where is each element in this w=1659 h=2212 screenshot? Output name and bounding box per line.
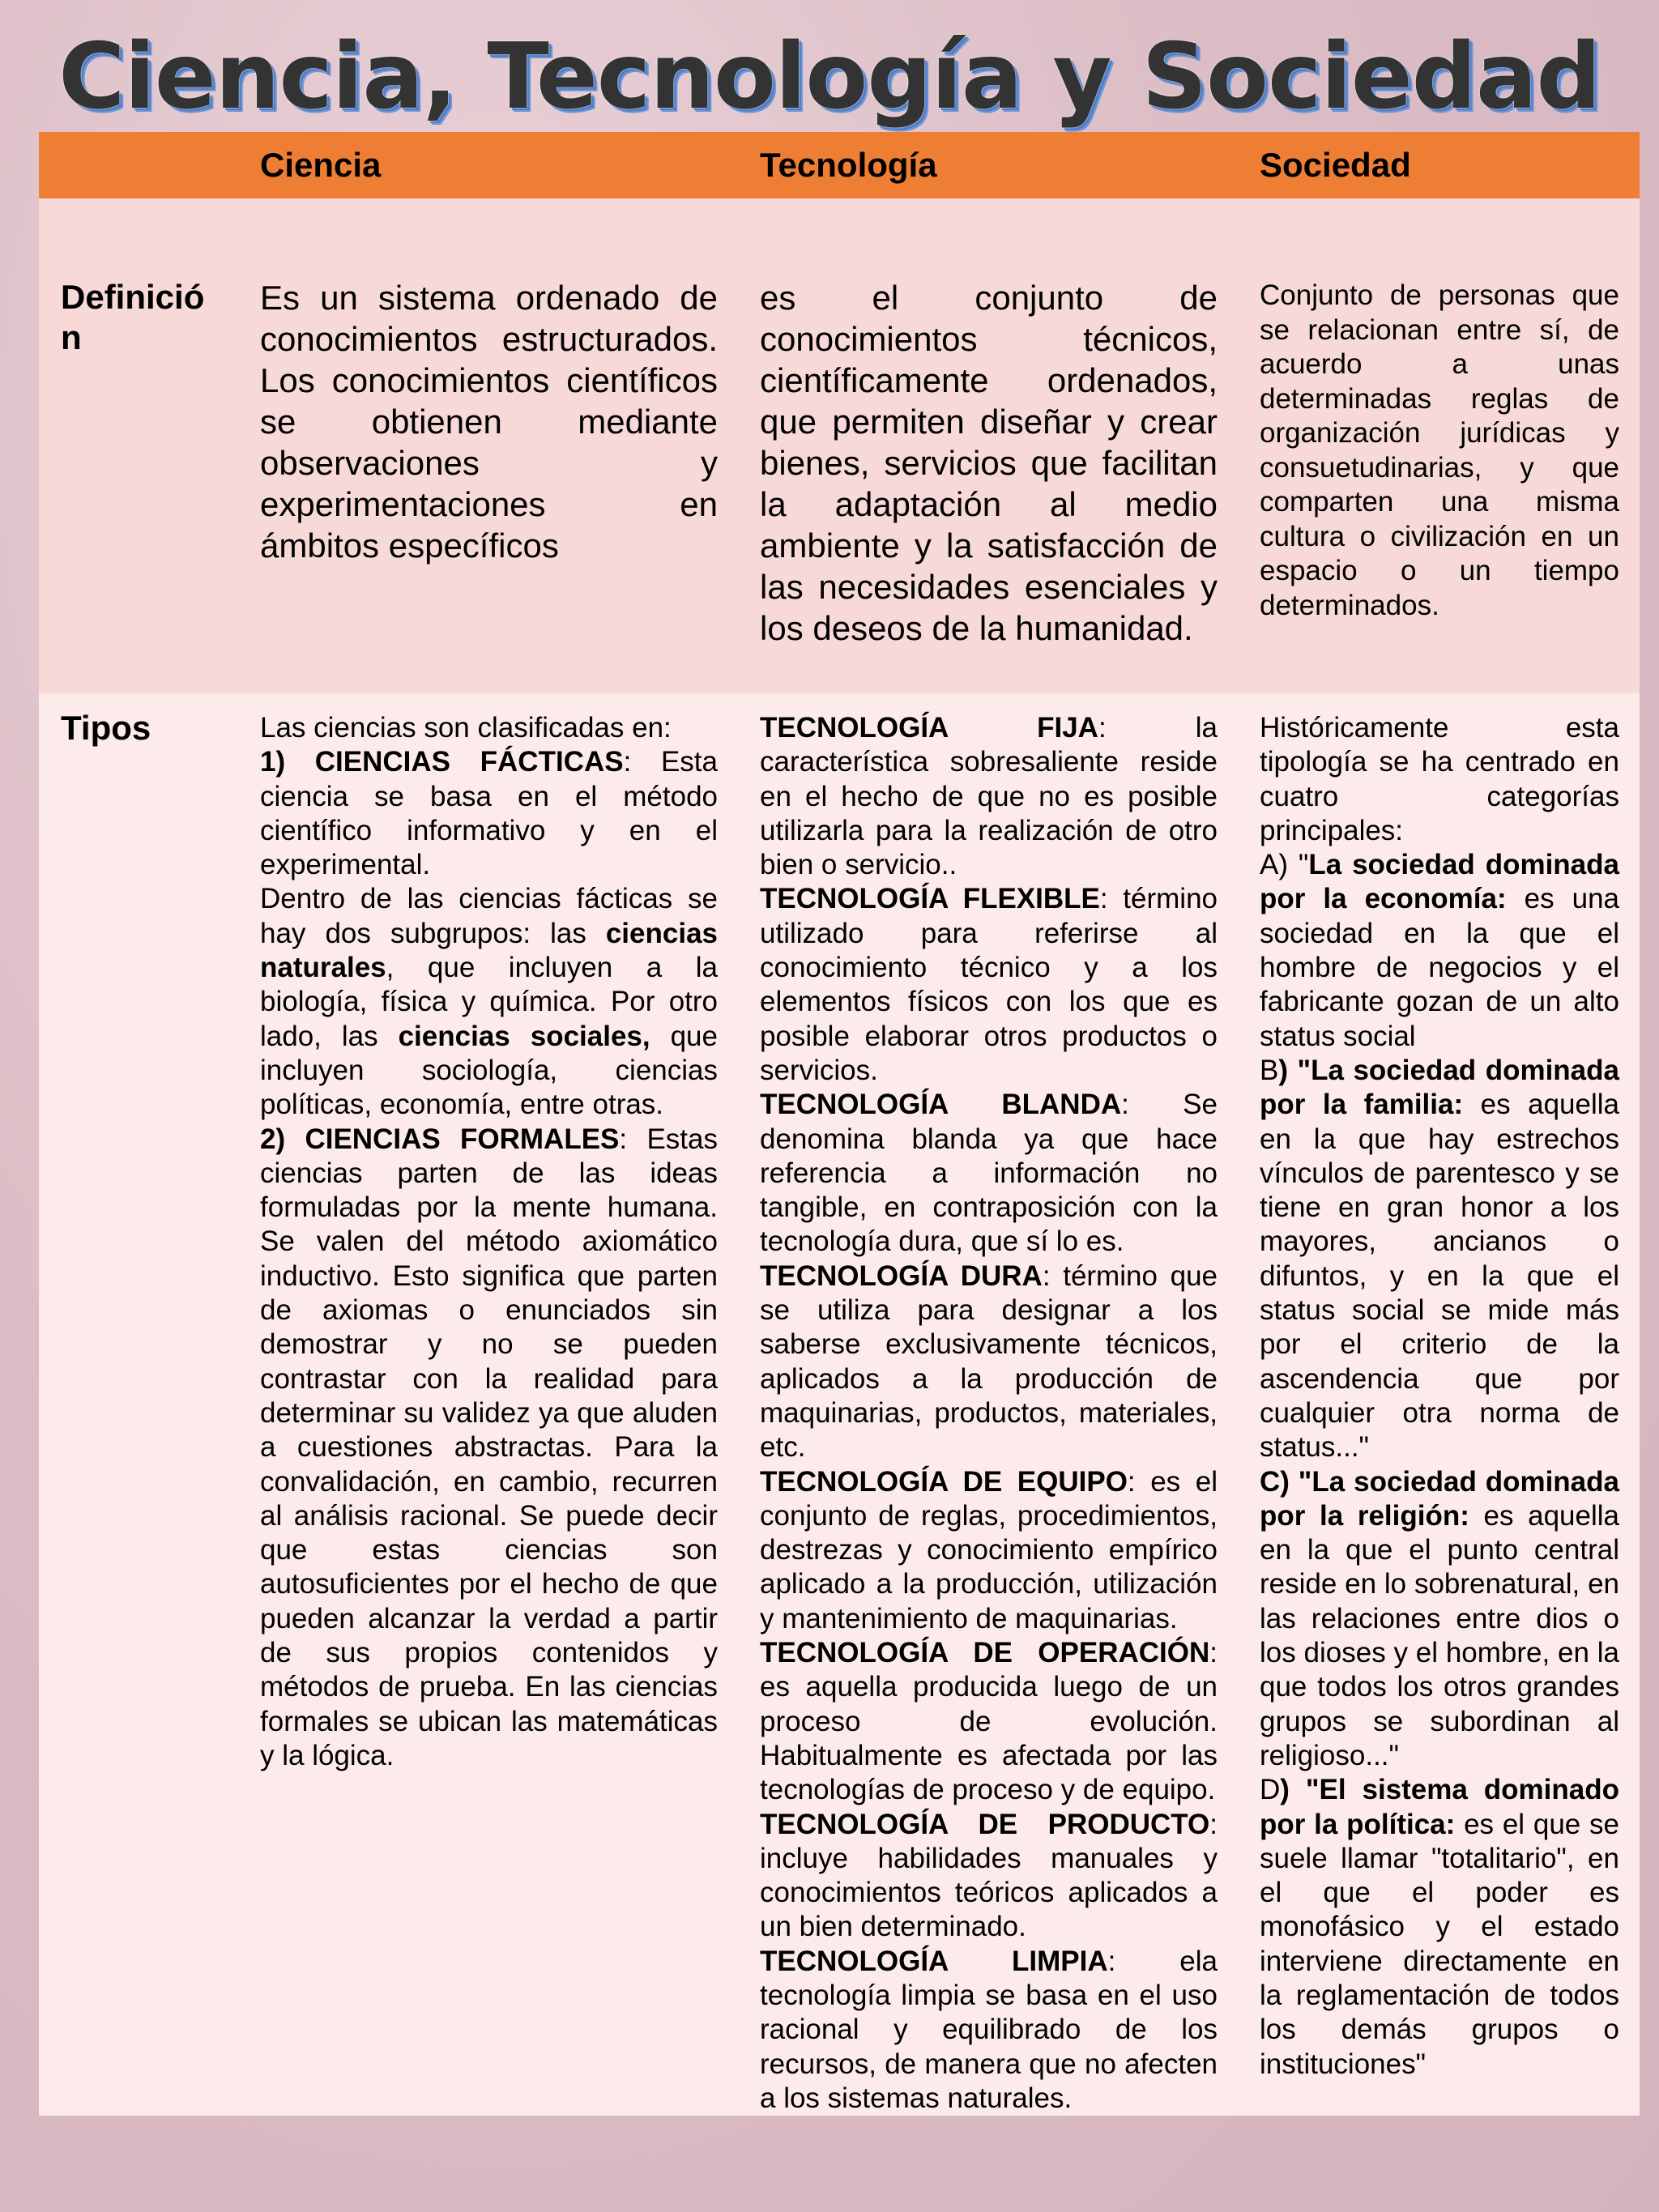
tecnologia-de-equipo — [760, 1465, 1218, 1636]
header-tecnologia: Tecnología — [738, 132, 1238, 198]
tecnologia-text: : ela tecnología limpia se basa en el uso racional y equilibrado de los recursos, de manera que no afecten a los sistemas naturales. — [760, 1945, 1218, 2114]
formales-text: : Estas ciencias parten de las ideas formuladas por la mente humana. Se valen del método axiomático inductivo. Esto significa que parten de axiomas o enunciados sin demostrar y no se pueden contrastar con la realidad para determinar su validez ya que aluden a cuestiones abstractas. Para la convalidación, en cambio, recurren al análisis racional. Se puede decir que estas ciencias son autosuficientes por el hecho de que pueden alcanzar la verdad a partir de sus propios contenidos y métodos de prueba. En las ciencias formales se ubican las matemáticas y la lógica. — [260, 1123, 718, 1771]
header-stub — [39, 132, 238, 198]
ciencia-intro: Las ciencias son clasificadas en: — [260, 712, 672, 744]
facticas-subgrupos — [260, 882, 718, 1122]
header-row — [39, 132, 1640, 198]
definicion-tecnologia: es el conjunto de conocimientos técnicos, científicamente ordenados, que permiten diseñar y crear bienes, servicios que facilitan la adaptación al medio ambiente y la satisfacción de las necesidades esenciales y los deseos de la humanidad. — [760, 279, 1218, 647]
formales-title: 2) CIENCIAS FORMALES — [260, 1123, 620, 1155]
sociedad-tipo-c — [1260, 1465, 1619, 1774]
tecnologia-de-producto — [760, 1808, 1218, 1945]
tipo-a-prefix: A) " — [1260, 849, 1309, 881]
definicion-row — [39, 198, 1640, 693]
header-ciencia: Ciencia — [238, 132, 738, 198]
subgrupos-text-c: , que incluyen a la biología, física y química. Por otro lado, las — [260, 952, 718, 1052]
header-sociedad: Sociedad — [1238, 132, 1640, 198]
tecnologia-text: : incluye habilidades manuales y conocimientos teóricos aplicados a un bien determinado. — [760, 1808, 1218, 1943]
subgrupos-text-e: que incluyen sociología, ciencias políticas, economía, entre otras. — [260, 1020, 718, 1121]
facticas-text: : Esta ciencia se basa en el método científico informativo y en el experimental. — [260, 746, 718, 881]
tecnologia-name: TECNOLOGÍA FIJA — [760, 712, 1098, 744]
sociedad-intro: Históricamente esta tipología se ha centrado en cuatro categorías principales: — [1260, 712, 1619, 846]
ciencias-formales — [260, 1123, 718, 1774]
definicion-ciencia: Es un sistema ordenado de conocimientos estructurados. Los conocimientos científicos se obtienen mediante observaciones y experimentaciones en ámbitos específicos — [260, 279, 718, 565]
tecnologia-text: : término utilizado para referirse al conocimiento técnico y a los elementos físicos con los que es posible elaborar otros productos o servicios. — [760, 883, 1218, 1086]
tecnologia-blanda — [760, 1088, 1218, 1259]
definicion-sociedad: Conjunto de personas que se relacionan entre sí, de acuerdo a unas determinadas reglas de organización jurídicas y consuetudinarias, y que comparten una misma cultura o civilización en un espacio o un tiempo determinados. — [1260, 279, 1619, 621]
sociedad-tipo-b — [1260, 1054, 1619, 1465]
tipos-sociedad — [1238, 693, 1640, 2082]
tecnologia-text: : Se denomina blanda ya que hace referencia a información no tangible, en contraposición con la tecnología dura, que sí lo es. — [760, 1089, 1218, 1258]
tipos-label: Tipos — [61, 709, 151, 747]
tipo-d-text: es el que se suele llamar "totalitario", en el que el poder es monofásico y el estado interviene directamente en la reglamentación de todos los demás grupos o instituciones" — [1260, 1808, 1619, 2080]
tecnologia-name: TECNOLOGÍA DE PRODUCTO — [760, 1808, 1210, 1840]
subgrupos-text-a: Dentro de las ciencias fácticas se hay dos subgrupos: las — [260, 883, 718, 949]
tecnologia-flexible — [760, 882, 1218, 1088]
tecnologia-name: TECNOLOGÍA DURA — [760, 1259, 1043, 1292]
tipo-c-title: C) "La sociedad dominada por la religión: — [1260, 1465, 1619, 1532]
comparison-table — [39, 132, 1640, 2116]
tipos-ciencia — [238, 693, 738, 1773]
tecnologia-text: : la característica sobresaliente reside en el hecho de que no es posible utilizarla para la realización de otro bien o servicio.. — [760, 712, 1218, 881]
tipo-b-prefix: B — [1260, 1054, 1279, 1086]
ciencias-facticas — [260, 745, 718, 882]
facticas-title: 1) CIENCIAS FÁCTICAS — [260, 746, 624, 778]
page-title: Ciencia, Tecnología y Sociedad — [58, 24, 1601, 130]
sociedad-tipo-d — [1260, 1773, 1619, 2082]
ciencias-naturales: ciencias naturales — [260, 917, 718, 984]
tipo-d-title: ) "El sistema dominado por la política: — [1260, 1774, 1619, 1840]
tecnologia-name: TECNOLOGÍA DE EQUIPO — [760, 1465, 1128, 1498]
tipo-c-text: es aquella en la que el punto central reside en lo sobrenatural, en las relaciones entre dios o los dioses y el hombre, en la que todos los otros grandes grupos se subordinan al religioso..." — [1260, 1499, 1619, 1771]
tipo-a-title: La sociedad dominada por la economía: — [1260, 849, 1619, 915]
tipo-d-prefix: D — [1260, 1774, 1281, 1806]
sociedad-tipo-a — [1260, 848, 1619, 1054]
tecnologia-text: : es aquella producida luego de un proceso de evolución. Habitualmente es afectada por las tecnologías de proceso y de equipo. — [760, 1637, 1218, 1806]
tecnologia-fija — [760, 711, 1218, 882]
tipos-tecnologia — [738, 693, 1238, 2116]
tecnologia-text: : es el conjunto de reglas, procedimientos, destrezas y conocimiento empírico aplicado a la producción, utilización y mantenimiento de maquinarias. — [760, 1465, 1218, 1634]
definicion-label: Definición — [61, 278, 205, 356]
tecnologia-dura — [760, 1259, 1218, 1465]
tipo-b-text: es aquella en la que hay estrechos vínculos de parentesco y se tiene en gran honor a los mayores, ancianos o difuntos, y en la que el status social se mide más por el criterio de la ascendencia que por cualquier otra norma de status..." — [1260, 1089, 1619, 1464]
tecnologia-name: TECNOLOGÍA FLEXIBLE — [760, 883, 1100, 915]
tipo-b-title: ) "La sociedad dominada por la familia: — [1260, 1054, 1619, 1121]
tecnologia-name: TECNOLOGÍA DE OPERACIÓN — [760, 1637, 1210, 1669]
tecnologia-name: TECNOLOGÍA LIMPIA — [760, 1945, 1108, 1977]
ciencias-sociales: ciencias sociales, — [398, 1020, 650, 1052]
tipo-a-text: es una sociedad en la que el hombre de negocios y el fabricante gozan de un alto status social — [1260, 883, 1619, 1052]
tecnologia-de-operacion — [760, 1636, 1218, 1807]
tipos-row — [39, 693, 1640, 2116]
tecnologia-limpia — [760, 1945, 1218, 2116]
tecnologia-name: TECNOLOGÍA BLANDA — [760, 1089, 1122, 1121]
tecnologia-text: : término que se utiliza para designar a los saberse exclusivamente técnicos, aplicados a la producción de maquinarias, productos, materiales, etc. — [760, 1259, 1218, 1464]
